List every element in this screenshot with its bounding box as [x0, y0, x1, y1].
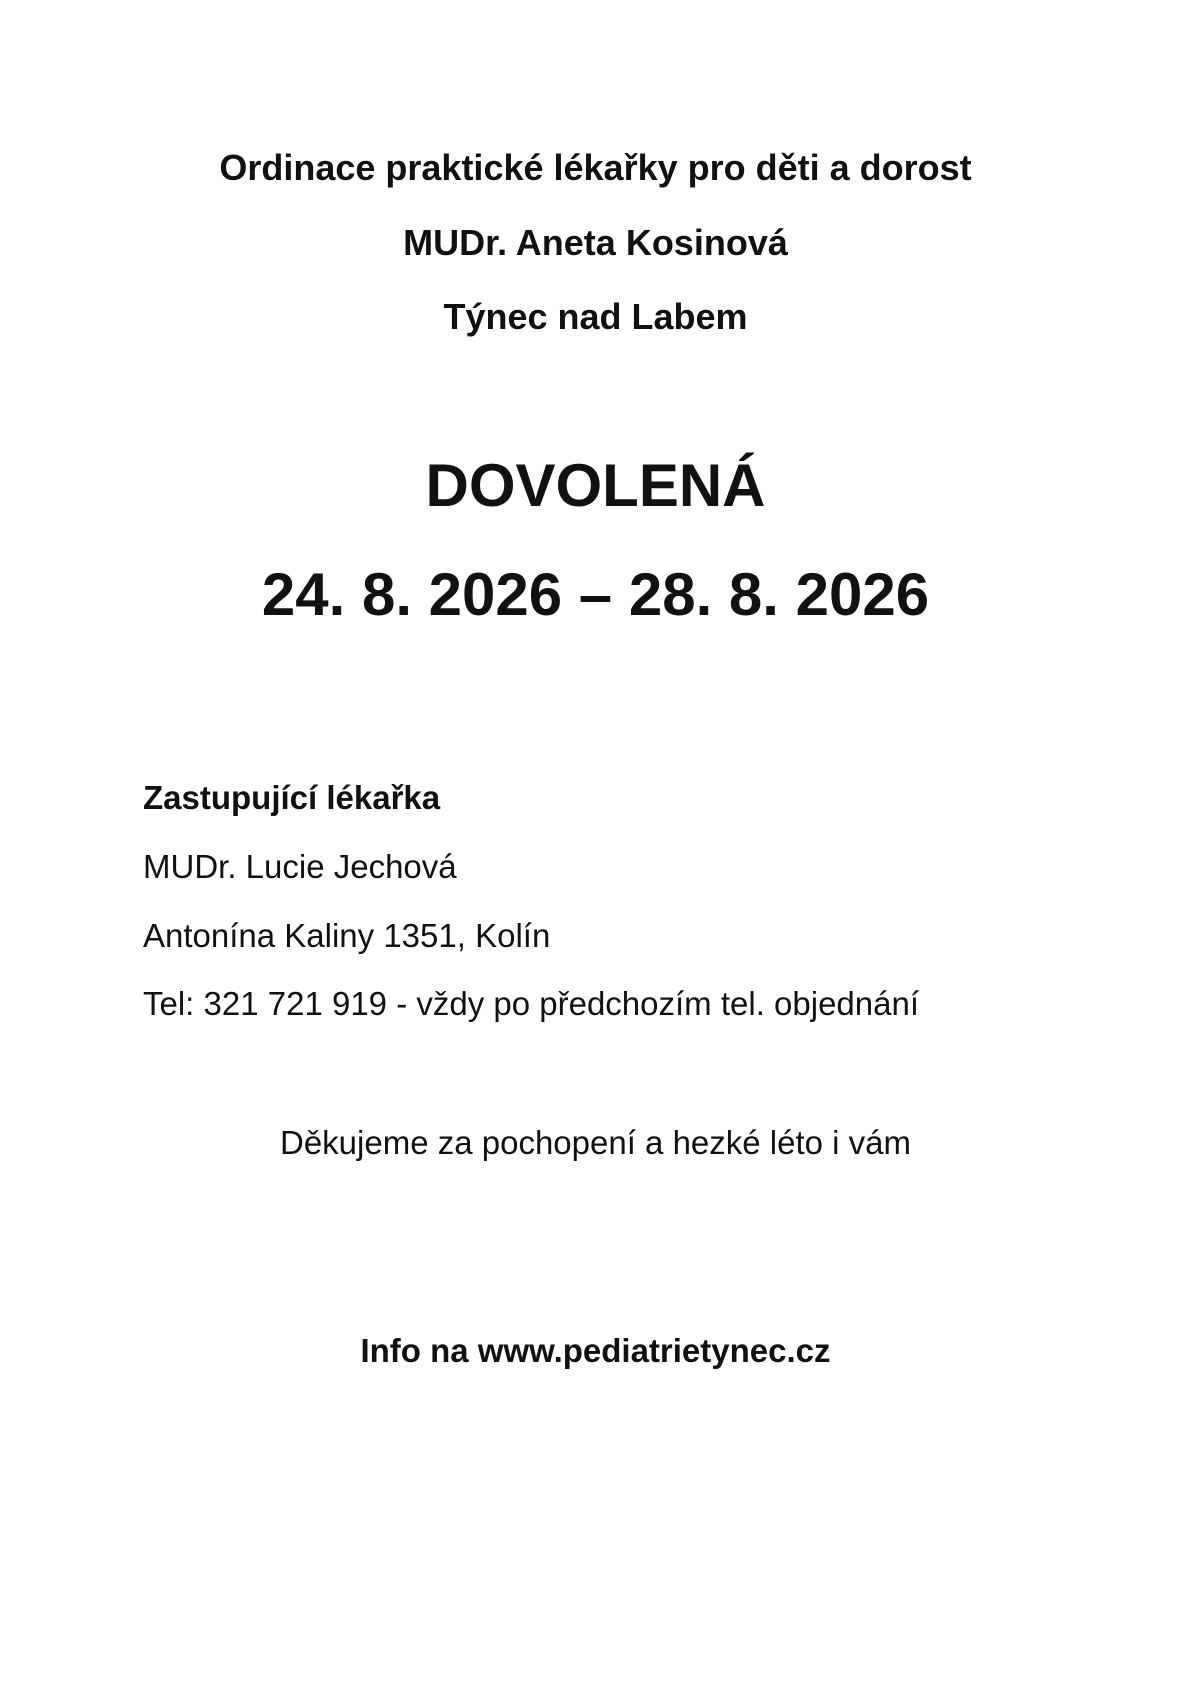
office-title: Ordinace praktické lékařky pro děti a dorost	[219, 147, 972, 188]
substitute-address: Antonína Kaliny 1351, Kolín	[143, 917, 551, 954]
info-website: Info na www.pediatrietynec.cz	[360, 1332, 831, 1369]
substitute-name: MUDr. Lucie Jechová	[143, 848, 457, 885]
thanks-message: Děkujeme za pochopení a hezké léto i vám	[279, 1124, 912, 1161]
town-name: Týnec nad Labem	[443, 296, 748, 337]
substitute-heading: Zastupující lékařka	[143, 779, 441, 816]
doctor-name: MUDr. Aneta Kosinová	[403, 222, 788, 263]
vacation-title: DOVOLENÁ	[425, 452, 766, 519]
vacation-dates: 24. 8. 2026 – 28. 8. 2026	[261, 561, 930, 628]
substitute-phone: Tel: 321 721 919 - vždy po předchozím tel. objednání	[143, 985, 919, 1022]
